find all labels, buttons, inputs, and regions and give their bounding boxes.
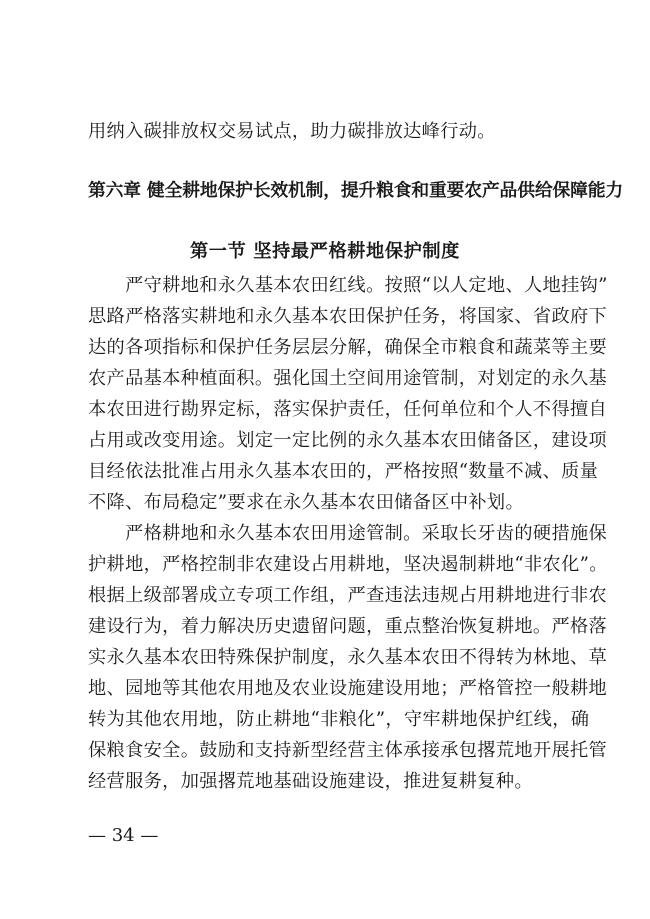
- paragraph-line: 严格耕地和永久基本农田用途管制。采取长牙齿的硬措施保: [88, 523, 608, 544]
- paragraph-line: 严守耕地和永久基本农田红线。按照“以人定地、人地挂钩”: [88, 275, 608, 296]
- intro-line: 用纳入碳排放权交易试点，助力碳排放达峰行动。: [88, 121, 496, 142]
- paragraph-line: 建设行为，着力解决历史遗留问题，重点整治恢复耕地。严格落: [88, 616, 608, 637]
- paragraph-line: 达的各项指标和保护任务层层分解，确保全市粮食和蔬菜等主要: [88, 337, 608, 358]
- paragraph-line: 不降、布局稳定”要求在永久基本农田储备区中补划。: [88, 492, 525, 513]
- paragraph-line: 农产品基本种植面积。强化国土空间用途管制，对划定的永久基: [88, 368, 608, 389]
- paragraph-line: 转为其他农用地，防止耕地“非粮化”，守牢耕地保护红线，确: [88, 709, 590, 730]
- paragraph-line: 占用或改变用途。划定一定比例的永久基本农田储备区，建设项: [88, 430, 608, 451]
- paragraph-line: 地、园地等其他农用地及农业设施建设用地；严格管控一般耕地: [88, 678, 608, 699]
- page-number: — 34 —: [88, 825, 159, 846]
- paragraph-line: 保粮食安全。鼓励和支持新型经营主体承接承包撂荒地开展托管: [88, 740, 608, 761]
- paragraph-line: 本农田进行勘界定标，落实保护责任，任何单位和个人不得擅自: [88, 399, 608, 420]
- paragraph-line: 思路严格落实耕地和永久基本农田保护任务，将国家、省政府下: [88, 306, 608, 327]
- paragraph-line: 目经依法批准占用永久基本农田的，严格按照“数量不减、质量: [88, 461, 599, 482]
- section-title: 第一节 坚持最严格耕地保护制度: [190, 241, 460, 262]
- paragraph-line: 经营服务，加强撂荒地基础设施建设，推进复耕复种。: [88, 771, 533, 792]
- paragraph-line: 实永久基本农田特殊保护制度，永久基本农田不得转为林地、草: [88, 647, 608, 668]
- paragraph-line: 根据上级部署成立专项工作组，严查违法违规占用耕地进行非农: [88, 585, 608, 606]
- chapter-title: 第六章 健全耕地保护长效机制，提升粮食和重要农产品供给保障能力: [88, 180, 623, 201]
- paragraph-line: 护耕地，严格控制非农建设占用耕地，坚决遏制耕地“非农化”。: [88, 554, 608, 575]
